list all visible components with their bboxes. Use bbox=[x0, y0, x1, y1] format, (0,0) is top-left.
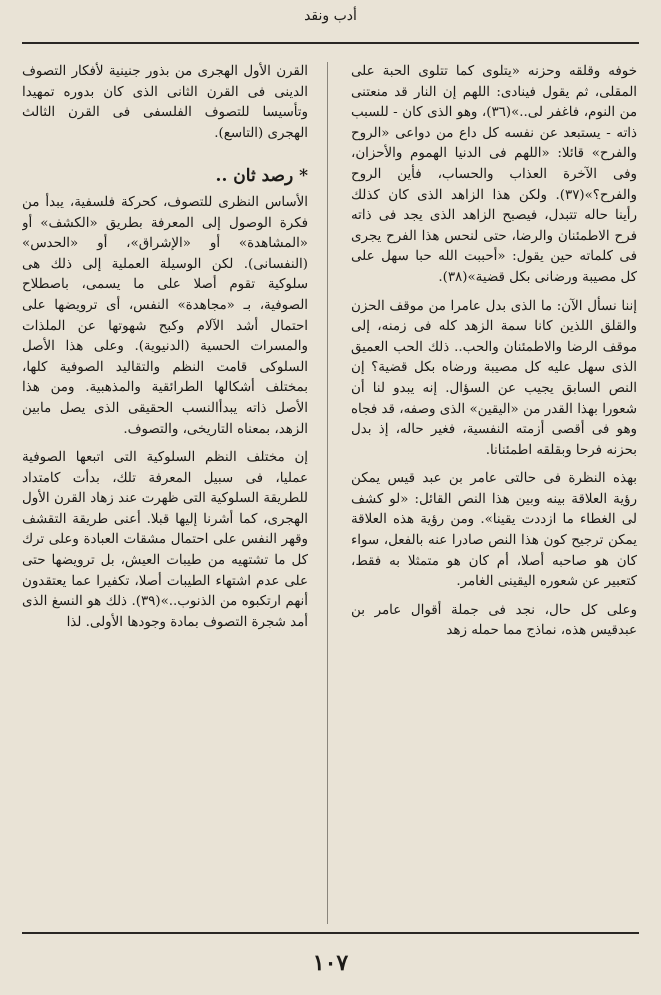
body-paragraph: الأساس النظرى للتصوف، كحركة فلسفية، يبدأ من فكرة الوصول إلى المعرفة بطريق «الكشف» أو «المشاهدة» أو «الإشراق»، أو «الحدس» (النفسانى). لكن الوسيلة العملية إلى ذلك هى سلوكية تقوم أصلا على ما يسمى، باصطلاح الصوفية، بـ «مجاهدة» النفس، أى ترويضها على احتمال أشد الآلام وكبح شهوتها عن الملذات والمسرات الحسية (الدنيوية). وعلى هذا الأصل السلوكى قامت النظم والتقاليد الصوفية كلها، بمختلف أشكالها الطرائقية والمذهبية. ومن هذا الأصل ذاته يبدأالنسب الحقيقى الذى يصل مابين الزهد، بمعناه التاريخى، والتصوف. bbox=[22, 194, 308, 437]
header-rule bbox=[22, 42, 639, 44]
footer-rule bbox=[22, 932, 639, 934]
running-header: أدب ونقد bbox=[304, 8, 357, 24]
body-paragraph: خوفه وقلقه وحزنه «يتلوى كما تتلوى الحبة على المقلى، ثم يقول فينادى: اللهم إن النار قد منعتنى من النوم، فاغفر لى..»(٣٦)، وهو الذى كان - للسبب ذاته - يستبعد عن نفسه كل داع من دواعى «الروح والفرح» قائلا: «اللهم فى الدنيا الهموم والأحزان، وفى الآخرة العذاب والحساب، فأين الروح والفرح؟»(٣٧). ولكن هذا الزاهد الذى كان كذلك رأينا حاله تتبدل، فيصبح الزاهد الذى يجد فى ذاته فرح الاطمئنان والرضا، حتى لنحس هذا الفرح يجرى فى كلماته حين يقول: «أحببت الله حبا سهل على كل مصيبة ورضانى بكل قضية»(٣٨). bbox=[351, 64, 637, 285]
body-paragraph: وعلى كل حال، نجد فى جملة أقوال عامر بن عبدقيس هذه، نماذج مما حمله زهد bbox=[351, 602, 637, 639]
left-column bbox=[22, 62, 308, 924]
right-column bbox=[351, 62, 637, 924]
section-heading: * رصد ثان .. bbox=[215, 166, 308, 187]
body-paragraph: إننا نسأل الآن: ما الذى بدل عامرا من موقف الحزن والقلق اللذين كانا سمة الزهد كله فى زمنه، إلى موقف الرضا والاطمئنان والحب.. ذلك الحب العميق الذى سهل عليه كل مصيبة ورضاه بكل قضية؟ إن النص السابق يجيب عن السؤال. إنه يبدو لنا أن شعورا بهذا القدر من «اليقين» الذى وصفه، قد فجاه وهو فى أقصى أزمته النفسية، فغير حاله، إذ بدل بحزنه فرحا وبقلقه اطمئنانا. bbox=[351, 298, 637, 458]
body-paragraph: القرن الأول الهجرى من بذور جنينية لأفكار التصوف الدينى فى القرن الثانى الذى كان بدوره تمهيدا وتأسيسا للتصوف الفلسفى فى القرن الثالث الهجرى (التاسع). bbox=[22, 64, 308, 141]
body-paragraph: بهذه النظرة فى حالتى عامر بن عبد قيس يمكن رؤية العلاقة بينه وبين هذا النص القائل: «لو كشف لى الغطاء ما ازددت يقينا». ومن رؤية هذه العلاقة يمكن ترجيح كون هذا النص صادرا عنه بالفعل، سواء كان هو صاحبه أصلا، أم كان هو متمثلا به فقط، كتعبير عن شعوره اليقينى الغامر. bbox=[351, 471, 637, 590]
body-paragraph: إن مختلف النظم السلوكية التى اتبعها الصوفية عمليا، فى سبيل المعرفة تلك، بدأت كامتداد للطريقة السلوكية التى ظهرت عند زهاد القرن الأول الهجرى، كما أشرنا إليها قبلا. أعنى طريقة التقشف وقهر النفس على احتمال مشقات العبادة وعلى ترك كل ما تشتهيه من طيبات العيش، بل ترويضها حتى على عدم اشتهاء الطيبات أصلا، تكفيرا عما يعتقدون أنهم ارتكبوه من الذنوب..»(٣٩). ذلك هو النسغ الذى أمد شجرة التصوف بمادة وجودها الأولى. لذا bbox=[22, 450, 308, 630]
page-number: ١٠٧ bbox=[312, 950, 349, 976]
column-divider bbox=[327, 62, 328, 924]
